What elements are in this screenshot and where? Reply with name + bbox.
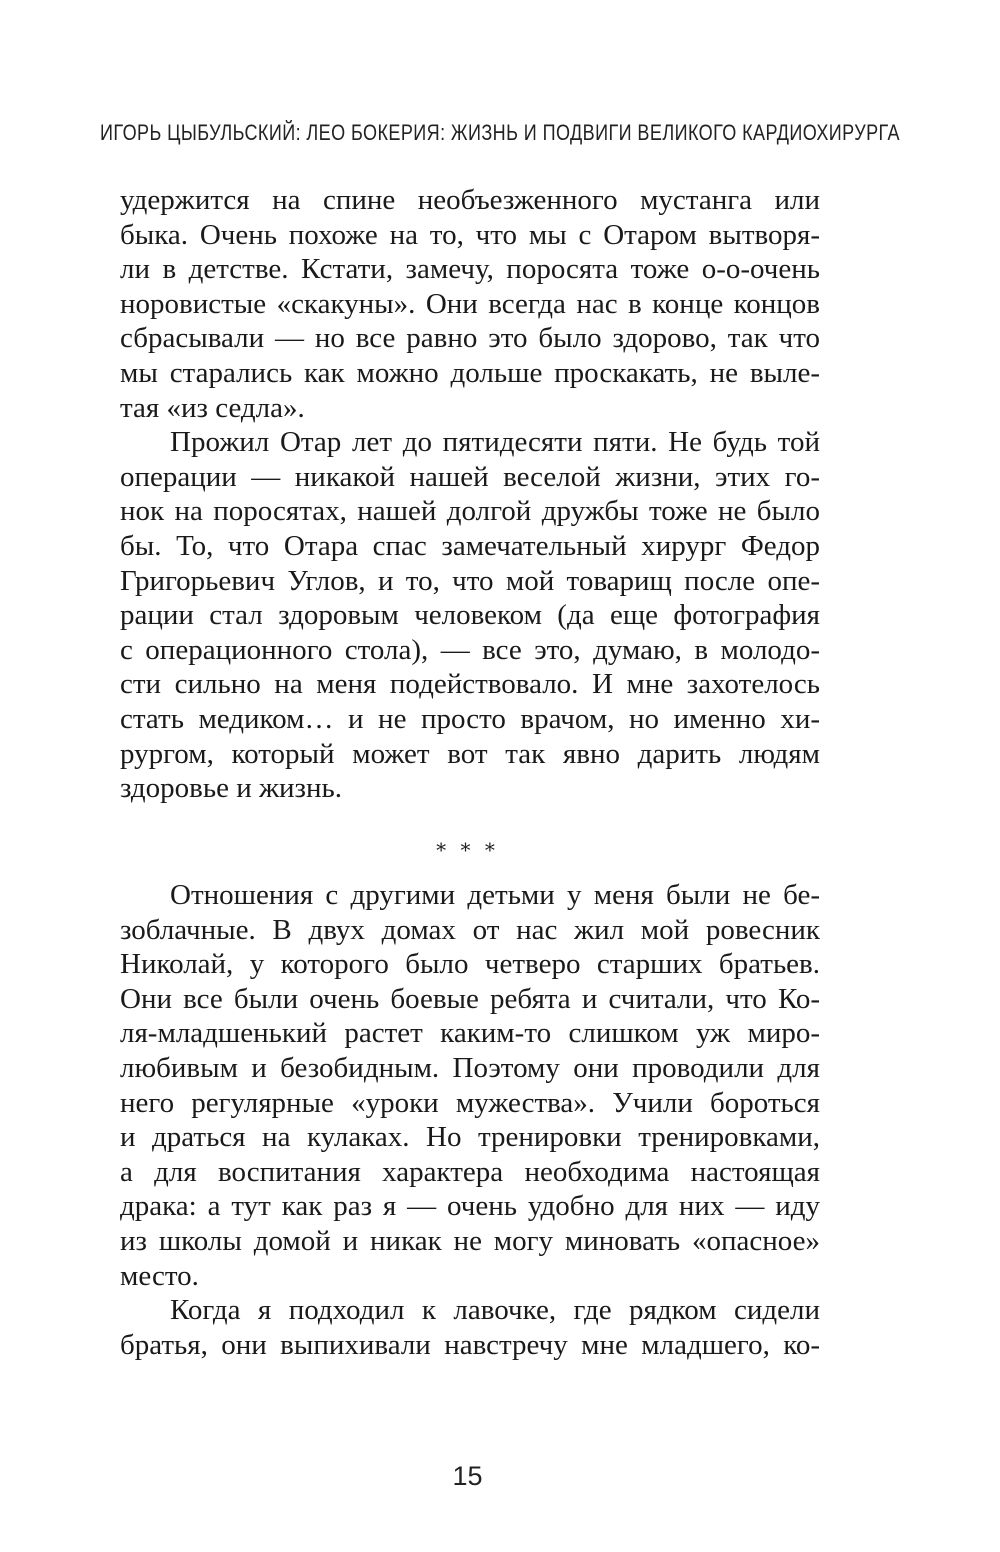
text-line: любивым и безобидным. Поэтому они проводили для: [120, 1051, 820, 1084]
running-header: ИГОРЬ ЦЫБУЛЬСКИЙ: ЛЕО БОКЕРИЯ: ЖИЗНЬ И ПОДВИГИ ВЕЛИКОГО КАРДИОХИРУРГА: [100, 120, 900, 145]
text-line: норовистые «скакуны». Они всегда нас в конце концов: [120, 287, 820, 320]
text-line: из школы домой и никак не могу миновать «опасное»: [120, 1224, 820, 1257]
text-line: и драться на кулаках. Но тренировки тренировками,: [120, 1121, 820, 1154]
text-line: Когда я подходил к лавочке, где рядком сидели: [170, 1294, 820, 1327]
text-line: стать медиком… и не просто врачом, но именно хи-: [120, 702, 820, 735]
text-block-lower: [120, 878, 820, 1362]
text-line: ли в детстве. Кстати, замечу, поросята тоже о-о-очень: [120, 253, 820, 286]
section-separator: * * *: [436, 838, 499, 862]
text-line: а для воспитания характера необходима настоящая: [120, 1155, 820, 1188]
text-line: операции — никакой нашей веселой жизни, этих го-: [120, 460, 820, 493]
text-line: Николай, у которого было четверо старших братьев.: [120, 948, 820, 981]
paragraph-4: [120, 1293, 820, 1362]
text-line: удержится на спине необъезженного мустанга или: [120, 184, 820, 216]
text-line: рации стал здоровым человеком (да еще фотография: [120, 599, 820, 632]
text-line: зоблачные. В двух домах от нас жил мой ровесник: [120, 913, 820, 946]
text-line: быка. Очень похоже на то, что мы с Отаром вытворя-: [120, 218, 820, 251]
text-line: Прожил Отар лет до пятидесяти пяти. Не будь той: [170, 426, 820, 459]
text-line: нок на поросятах, нашей долгой дружбы тоже не было: [120, 495, 820, 528]
paragraph-1: [120, 183, 820, 425]
text-line: сбрасывали — но все равно это было здорово, так что: [120, 322, 820, 355]
text-line: место.: [120, 1259, 199, 1292]
text-line: Григорьевич Углов, и то, что мой товарищ после опе-: [120, 564, 820, 597]
text-line: с операционного стола), — все это, думаю, в молодо-: [120, 633, 820, 666]
text-line: тая «из седла».: [120, 391, 305, 424]
text-line: сти сильно на меня подействовало. И мне захотелось: [120, 668, 820, 701]
text-line: него регулярные «уроки мужества». Учили бороться: [120, 1086, 820, 1119]
text-line: мы старались как можно дольше проскакать, не выле-: [120, 356, 820, 389]
text-line: здоровье и жизнь.: [120, 772, 343, 805]
paragraph-3: [120, 878, 820, 1293]
text-line: братья, они выпихивали навстречу мне младшего, ко-: [120, 1328, 820, 1361]
text-line: Они все были очень боевые ребята и считали, что Ко-: [120, 982, 820, 1015]
text-line: бы. То, что Отара спас замечательный хирург Федор: [120, 529, 820, 562]
text-line: ля-младшенький растет каким-то слишком уж миро-: [120, 1017, 820, 1050]
text-line: драка: а тут как раз я — очень удобно для них — иду: [120, 1190, 820, 1223]
paragraph-2: [120, 425, 820, 806]
text-line: рургом, который может вот так явно дарить людям: [120, 737, 820, 770]
text-line: Отношения с другими детьми у меня были не бе-: [170, 879, 820, 911]
page-number: 15: [452, 1461, 483, 1491]
text-block-upper: [120, 183, 820, 806]
